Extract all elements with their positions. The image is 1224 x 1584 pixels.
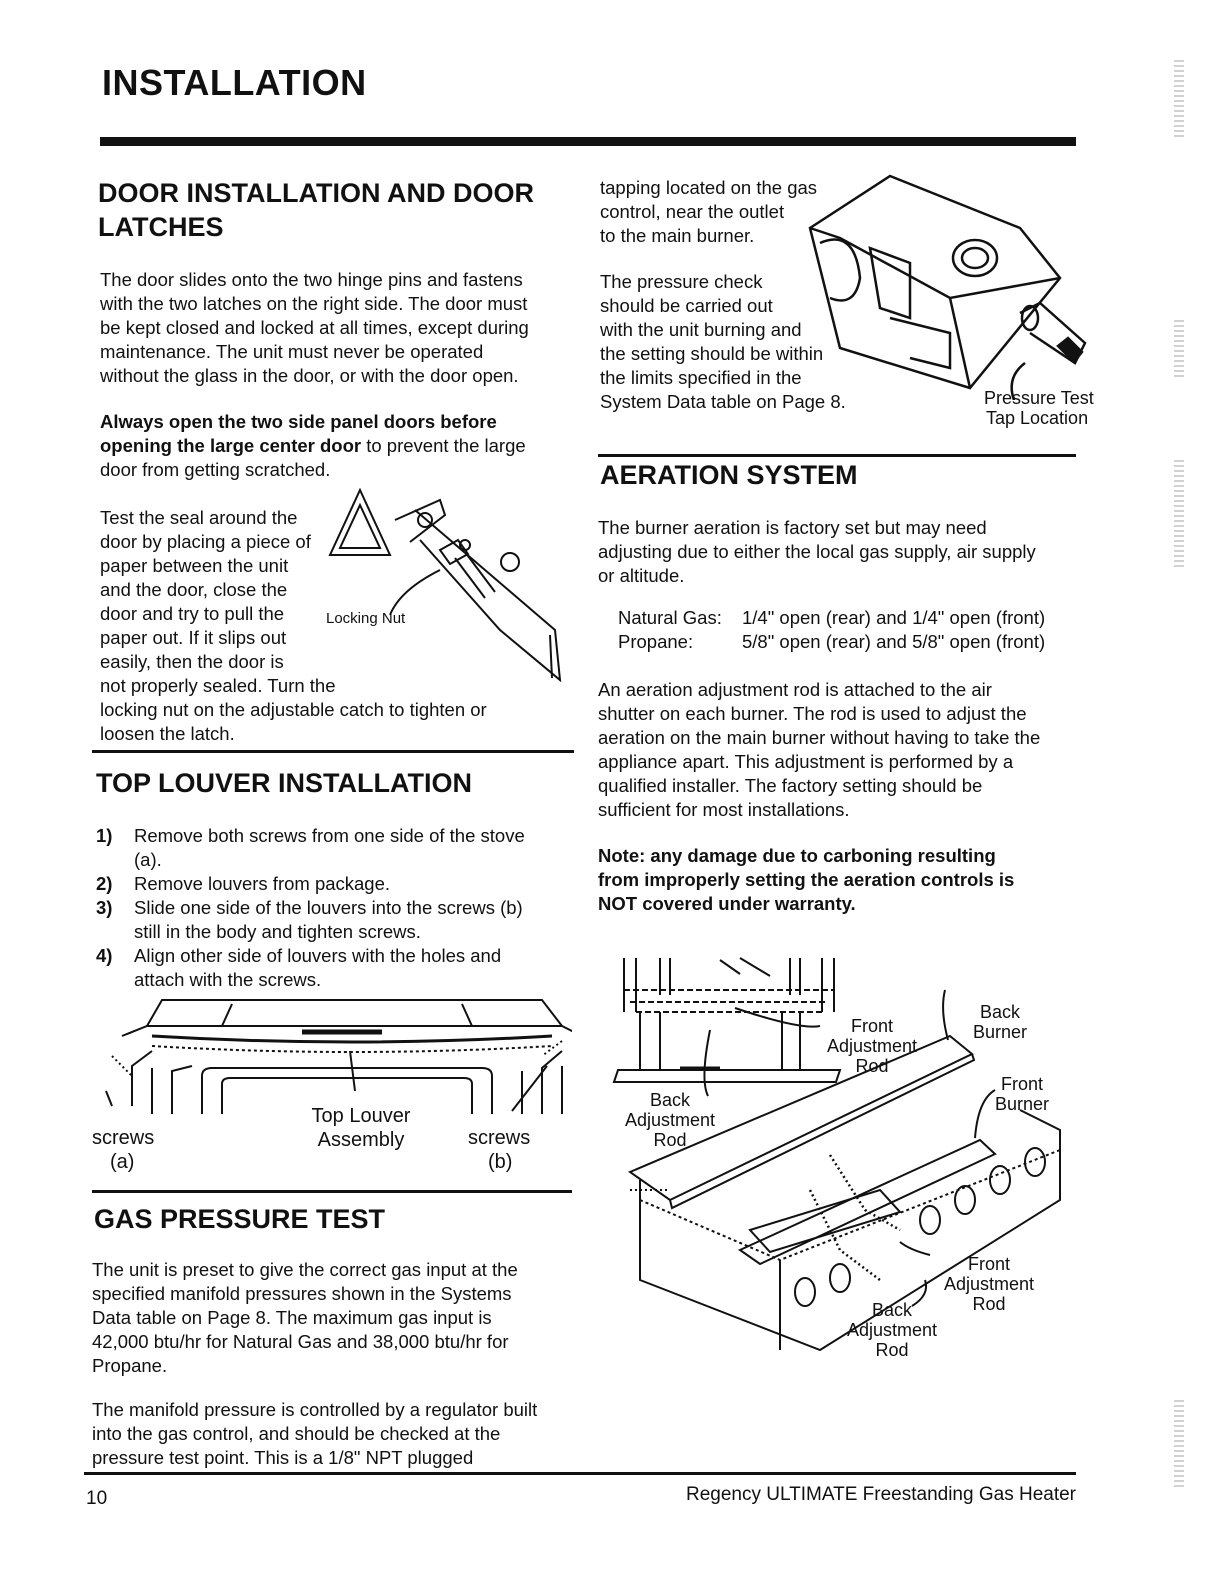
door-para-1: The door slides onto the two hinge pins and fastens with the two latches on the right side. The door must be kept closed and locked at all times, except during maintenance. The unit must never be operated without the glass in the door, or with the door open.	[100, 269, 529, 386]
divider	[92, 750, 574, 753]
door-para-3: Test the seal around the door by placing a piece of paper between the unit and the door, close the door and try to pull the paper out. If it slips out easily, then the door is not properly sealed. Turn the locking nut on the adjustable catch to tighten or loosen the latch.	[100, 507, 487, 744]
scan-artifact	[1174, 60, 1184, 140]
front-adj-rod-label: Front Adjustment Rod	[826, 1016, 918, 1076]
page-number: 10	[86, 1488, 108, 1509]
footer-title: Regency ULTIMATE Freestanding Gas Heater	[685, 1484, 1076, 1505]
scan-artifact	[1174, 460, 1184, 570]
screws-b-label: screws	[468, 1127, 531, 1149]
gas-section-title: GAS PRESSURE TEST	[94, 1204, 386, 1234]
door-section-title: DOOR INSTALLATION AND DOOR LATCHES	[98, 178, 534, 242]
divider	[598, 454, 1076, 457]
scan-artifact	[1174, 1400, 1184, 1490]
front-adj-rod-lower-label: Front Adjustment Rod	[943, 1254, 1035, 1314]
louver-figure	[92, 996, 572, 1121]
screws-a-label: screws	[92, 1127, 155, 1149]
list-item: 1) Remove both screws from one side of the stove (a).	[96, 825, 525, 870]
table-row: Natural Gas: 1/4" open (rear) and 1/4" open (front)	[618, 607, 1046, 628]
gas-para-2: The manifold pressure is controlled by a regulator built into the gas control, and should be checked at the pressure test point. This is a 1/8" NPT plugged	[92, 1399, 538, 1468]
door-latch-figure	[320, 480, 570, 690]
screws-a-id: (a)	[110, 1151, 135, 1173]
list-item: 3) Slide one side of the louvers into the screws (b) still in the body and tighten screws.	[96, 897, 523, 942]
gas-para-1: The unit is preset to give the correct gas input at the specified manifold pressures shown in the Systems Data table on Page 8. The maximum gas input is 42,000 btu/hr for Natural Gas and 38,000 btu/hr for Propane.	[92, 1259, 518, 1376]
pressure-check-para: The pressure check should be carried out with the unit burning and the setting should be within the limits specified in the System Data table on Page 8.	[600, 271, 846, 412]
gas-valve-figure	[800, 168, 1100, 400]
louver-section-title: TOP LOUVER INSTALLATION	[96, 768, 473, 798]
aeration-section-title: AERATION SYSTEM	[600, 460, 858, 490]
screws-b-id: (b)	[488, 1151, 513, 1173]
aeration-table	[618, 606, 1045, 654]
list-item: 2) Remove louvers from package.	[96, 873, 391, 894]
door-para-2: Always open the two side panel doors before opening the large center door to prevent the large door from getting scratched.	[100, 411, 526, 480]
top-louver-label: Top Louver Assembly	[311, 1105, 411, 1151]
gas-cont-para: tapping located on the gas control, near the outlet to the main burner.	[600, 177, 818, 246]
aeration-para-1: The burner aeration is factory set but may need adjusting due to either the local gas supply, air supply or altitude.	[598, 517, 1036, 586]
table-row: Propane: 5/8" open (rear) and 5/8" open (front)	[618, 631, 1046, 652]
aeration-note: Note: any damage due to carboning resulting from improperly setting the aeration controls is NOT covered under warranty.	[598, 845, 1015, 914]
front-burner-label: Front Burner	[994, 1074, 1050, 1114]
louver-steps	[96, 824, 566, 992]
scan-artifact	[1174, 320, 1184, 380]
back-adj-rod-label: Back Adjustment Rod	[624, 1090, 716, 1150]
locking-nut-label: Locking Nut	[326, 610, 406, 627]
divider	[92, 1190, 572, 1193]
back-adj-rod-lower-label: Back Adjustment Rod	[846, 1300, 938, 1360]
footer-rule	[84, 1472, 1076, 1475]
aeration-para-2: An aeration adjustment rod is attached to the air shutter on each burner. The rod is used to adjust the aeration on the main burner without having to take the appliance apart. This adjustment is performed by a qualified installer. The factory setting should be sufficient for most installations.	[598, 679, 1041, 820]
list-item: 4) Align other side of louvers with the holes and attach with the screws.	[96, 945, 502, 990]
back-burner-label: Back Burner	[972, 1002, 1028, 1042]
page-title: INSTALLATION	[102, 62, 367, 103]
pressure-tap-label: Pressure Test Tap Location	[984, 388, 1094, 428]
header-rule	[100, 137, 1076, 146]
